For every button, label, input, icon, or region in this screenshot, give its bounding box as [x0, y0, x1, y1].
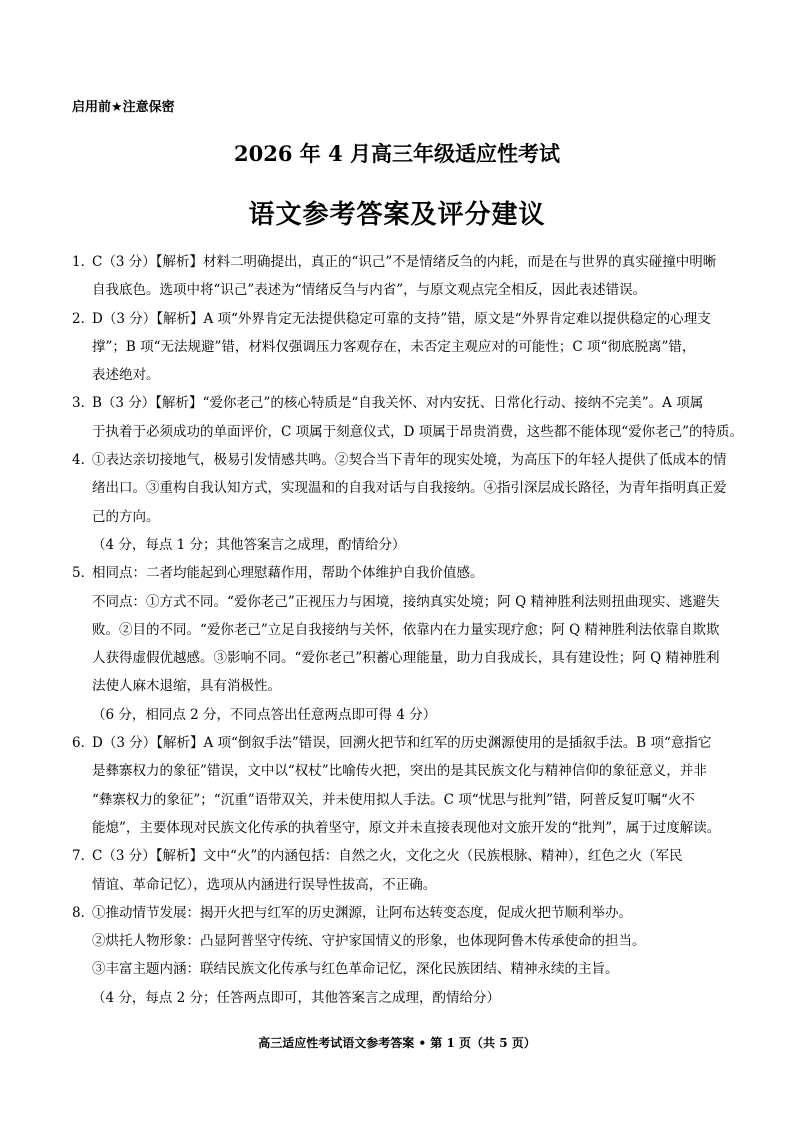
- item-number: 6．: [72, 735, 95, 752]
- answer-line: B（3 分）【解析】“爱你老己”的核心特质是“自我关怀、对内安抚、日常化行动、接纳不完美”。A 项属: [92, 395, 704, 412]
- item-number: 3．: [72, 395, 95, 412]
- document-title: 语文参考答案及评分建议: [248, 200, 546, 230]
- answer-line: 人获得虚假优越感。③影响不同。“爱你老己”积蓄心理能量，助力自我成长，具有建设性；阿 Q 精神胜利: [92, 650, 720, 667]
- answer-line: “彝寨权力的象征”；“沉重”语带双关，并未使用拟人手法。C 项“忧思与批判”错，阿普反复叮嘱“火不: [92, 791, 695, 808]
- answer-line: 能熄”，主要体现对民族文化传承的执着坚守，原文并未直接表现他对文旅开发的“批判”，属于过度解读。: [92, 819, 721, 836]
- answer-line: 绪出口。③重构自我认知方式，实现温和的自我对话与自我接纳。④指引深层成长路径，为青年指明真正爱: [92, 480, 727, 497]
- answer-line: 是彝寨权力的象征”错误，文中以“权杖”比喻传火把，突出的是其民族文化与精神信仰的象征意义，并非: [92, 763, 707, 780]
- item-number: 5．: [72, 565, 95, 582]
- item-number: 7．: [72, 848, 95, 865]
- answer-list: [72, 248, 744, 1012]
- scoring-note: （4 分，每点 1 分；其他答案言之成理，酌情给分）: [92, 536, 406, 553]
- item-number: 1．: [72, 254, 95, 270]
- answer-item-3: [72, 389, 744, 446]
- answer-line: D（3 分）【解析】A 项“外界肯定无法提供稳定可靠的支持”错，原文是“外界肯定难以提供稳定的心理支: [92, 310, 711, 327]
- answer-line: 法使人麻木退缩，具有消极性。: [92, 678, 281, 695]
- answer-line: C（3 分）【解析】文中“火”的内涵包括：自然之火，文化之火（民族根脉、精神），红色之火（军民: [92, 848, 683, 865]
- answer-line: 撑”；B 项“无法规避”错，材料仅强调压力客观存在，未否定主观应对的可能性；C 项“彻底脱离”错，: [92, 338, 696, 355]
- answer-line: ③丰富主题内涵：联结民族文化传承与红色革命记忆，深化民族团结、精神永续的主旨。: [92, 961, 619, 978]
- answer-item-5: [72, 559, 732, 700]
- answer-line: 情谊、革命记忆），选项从内涵进行误导性拔高，不正确。: [92, 876, 437, 893]
- answer-line: ①表达亲切接地气，极易引发情感共鸣。②契合当下青年的现实处境，为高压下的年轻人提供了低成本的情: [92, 452, 727, 469]
- page-footer: 高三适应性考试语文参考答案 • 第 1 页（共 5 页）: [258, 1036, 536, 1050]
- answer-item-7: [72, 842, 732, 899]
- item-number: 4．: [72, 452, 95, 469]
- confidential-label: 启用前★注意保密: [72, 100, 175, 115]
- scoring-note: （6 分，相同点 2 分，不同点答出任意两点即可得 4 分）: [92, 706, 437, 723]
- item-number: 8．: [72, 904, 95, 921]
- answer-item-4: [72, 446, 732, 531]
- answer-line: 自我底色。选项中将“识己”表述为“情绪反刍与内省”，与原文观点完全相反，因此表述错误。: [92, 282, 647, 299]
- scoring-note: （4 分，每点 2 分；任答两点即可，其他答案言之成理，酌情给分）: [92, 989, 501, 1006]
- answer-item-2: [72, 305, 732, 390]
- answer-line: 表述绝对。: [92, 367, 160, 384]
- answer-item-8: [72, 899, 732, 984]
- answer-line: D（3 分）【解析】A 项“倒叙手法”错误，回溯火把节和红军的历史渊源使用的是插叙手法。B 项“意指它: [92, 735, 712, 752]
- answer-item-6: [72, 729, 732, 842]
- answer-line: 败。②目的不同。“爱你老己”立足自我接纳与关怀，依靠内在力量实现疗愈；阿 Q 精神胜利法依靠自欺欺: [92, 621, 720, 638]
- answer-line: ①推动情节发展：揭开火把与红军的历史渊源，让阿布达转变态度，促成火把节顺利举办。: [92, 904, 632, 921]
- answer-line: 己的方向。: [92, 508, 160, 525]
- item-number: 2．: [72, 310, 95, 327]
- exam-title: 2026 年 4 月高三年级适应性考试: [234, 141, 560, 166]
- answer-line: C（3 分）【解析】材料二明确提出，真正的“识己”不是情绪反刍的内耗，而是在与世界的真实碰撞中明晰: [92, 254, 717, 270]
- answer-item-1: [72, 248, 732, 305]
- answer-line: ②烘托人物形象：凸显阿普坚守传统、守护家国情义的形象，也体现阿鲁木传承使命的担当。: [92, 933, 646, 950]
- answer-line: 不同点：①方式不同。“爱你老己”正视压力与困境，接纳真实处境；阿 Q 精神胜利法则扭曲现实、逃避失: [92, 593, 720, 610]
- answer-line: 于执着于必须成功的单面评价，C 项属于刻意仪式，D 项属于昂贵消费，这些都不能体现“爱你老己”的特质。: [92, 423, 744, 440]
- answer-line: 相同点：二者均能起到心理慰藉作用，帮助个体维护自我价值感。: [92, 565, 484, 582]
